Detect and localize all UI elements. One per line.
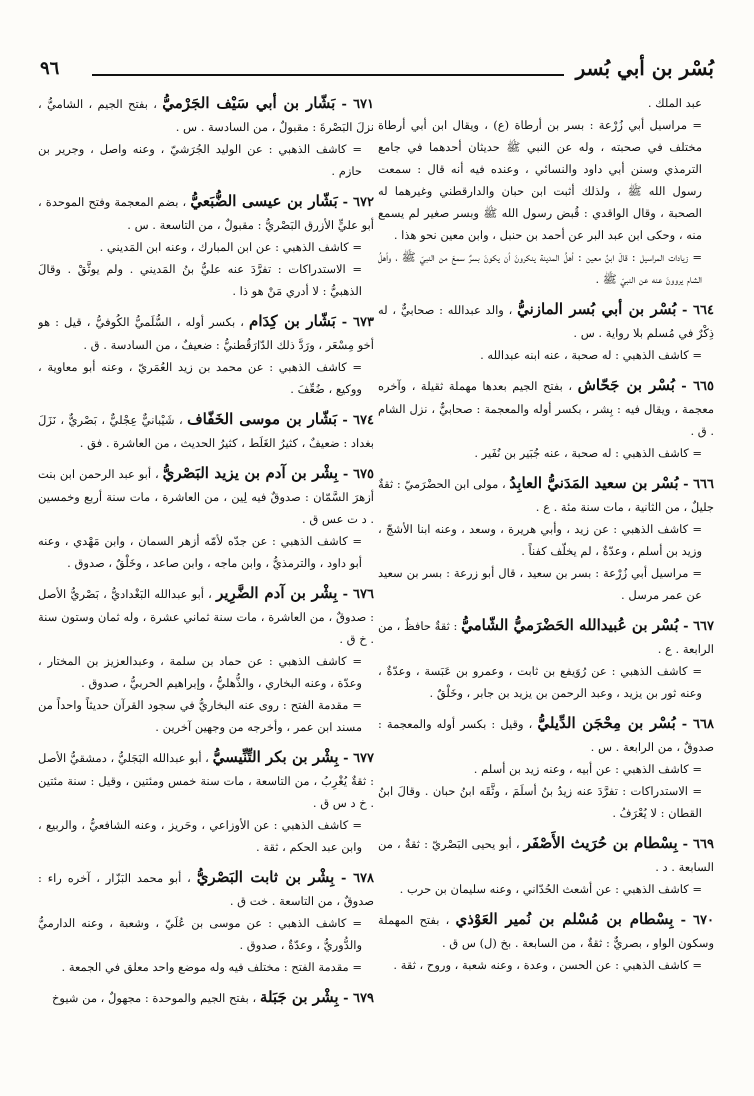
reference-note: = كاشف الذهبي : له صحبة ، عنه جُبَير بن نُفَير . [474, 446, 702, 460]
narrator-name: بُسْر بن عُبيدالله الحَضْرَميُّ الشّاميُّ [461, 616, 679, 634]
biography-entry [378, 908, 714, 954]
reference-note: = كاشف الذهبي : عن جدّه لأمّه أزهر السمان ، وابن مَهْدي ، وعنه أبو داود ، والترمذيُّ ، وابن ماجه ، وابن صاعد ، وخَلْقٌ ، صدوق . [38, 534, 362, 570]
entry-number: ٦٧٨ - [334, 871, 374, 886]
biography-entry [378, 712, 714, 758]
narrator-name: بُسْر بن سعيد المَدَنيُّ العابِدُ [509, 474, 679, 492]
entry-number: ٦٧٩ - [338, 991, 374, 1006]
right-column [378, 92, 714, 1082]
biography-entry [378, 472, 714, 518]
biography-entry [38, 582, 374, 650]
narrator-name: بَشّار بن كِدَام [249, 312, 336, 330]
narrator-name: بِشْر بن ثابت البَصْريُّ [196, 868, 335, 886]
reference-note: = كاشف الذهبي : عن زيد ، وأبي هريرة ، وسعد ، وعنه ابنا الأشجّ ، وزيد بن أسلم ، وعدّةٌ ، لم يخلّف كفناً . [378, 522, 702, 558]
reference-note: = الاستدراكات : تفرَّدَ عنه زيدُ بنُ أسلَمَ ، وثَّقَه ابنُ حبان . وقالَ ابنُ القطان : لا يُعْرَفُ . [378, 784, 702, 820]
narrator-name: بِشْر بن آدم الضَّرِير [216, 584, 338, 602]
biography-entry [38, 986, 374, 1010]
entry-number: ٦٦٧ - [678, 619, 714, 634]
narrator-name: بُسْر بن جَحّاش [577, 376, 675, 394]
entry-text: ، شَيْبانيٌّ عِجْليٌّ ، بَصْريٌّ ، نَزَلَ بغداد : ضعيفٌ ، كثيرُ الغَلَط ، كثيرُ الحديث ، من العاشرة . فق . [38, 413, 374, 450]
reference-note: = مقدمة الفتح : روى عنه البخاريُّ في سجود القرآن حديثاً واحداً من مسند ابن عمر ، وأخرجه من وجهين آخرين . [38, 698, 362, 734]
narrator-name: بِسْطام بن حُرَيث الأَصْفَر [523, 834, 678, 852]
entry-number: ٦٦٤ - [676, 303, 714, 318]
narrator-name: بِسْطام بن مُسْلم بن نُمير العَوْذي [455, 910, 674, 928]
running-header [40, 56, 714, 86]
reference-note: = زيادات المراسيل : قالَ ابنُ معين : أهلُ المدينة ينكرونَ أن يكونَ بسرٌ سمعَ من النبيّ ﷺ ، وأهلُ الشام يروونَ عنه عن النبيّ ﷺ . [378, 250, 702, 286]
narrator-name: بُسْر بن أبي بُسر المازنيُّ [517, 300, 677, 318]
entry-text: ، بفتح الجيم والموحدة : مجهولٌ ، من شيوخ [51, 991, 257, 1005]
biography-entry [38, 408, 374, 454]
entry-number: ٦٦٥ - [674, 379, 714, 394]
reference-note: = كاشف الذهبي : عن الوليد الجُرَشيّ ، وعنه واصل ، وجرير بن حازم . [38, 142, 362, 178]
entry-text: ، أبو عبدالله البَغْداديُّ ، بَصْريُّ الأصل : صدوقٌ ، من العاشرة ، مات سنة ثماني عشرة ، وله ثمان وستون سنة . خ ق . [38, 587, 374, 646]
entry-number: ٦٧٦ - [337, 587, 374, 602]
reference-note: = مراسيل أبي زُرْعة : بسر بن سعيد ، قال أبو زرعة : بسر بن سعيد عن عمر مرسل . [378, 566, 702, 602]
entry-text: ، أبو محمد البَزّار ، آخره راء : صدوقٌ ، من التاسعة . خت ق . [38, 871, 374, 908]
header-rule [92, 74, 564, 76]
reference-note: = كاشف الذهبي : عن الأوزاعي ، وحَريز ، وعنه الشافعيُّ ، والربيع ، وابن عبد الحكم ، ثقة . [38, 818, 362, 854]
narrator-name: بَشّار بن أبي سَيْف الجَرْميُّ [162, 94, 336, 112]
entry-number: ٦٧٣ - [335, 315, 374, 330]
entry-number: ٦٧٥ - [338, 467, 374, 482]
narrator-name: بِشْر بن بكر التِّنِّيسيُّ [212, 748, 339, 766]
page-number: ٩٦ [40, 58, 60, 79]
entry-text: ، مولى ابن الحضْرَميّ : ثقةٌ جليلٌ ، من الثانية ، مات سنة مئة . ع . [378, 477, 714, 514]
entry-number: ٦٧١ - [335, 97, 374, 112]
reference-note: = الاستدراكات : تفرَّدَ عنه عليُّ بنُ المَديني . ولم يوثَّقْ . وقالَ الذهبيُّ : لا أدري مَنْ هو ذا . [38, 262, 362, 298]
entry-text: ، بضم المعجمة وفتح الموحدة ، أبو عليٍّ الأزرق البَصْريُّ : مقبولٌ ، من التاسعة . س . [38, 195, 374, 232]
entry-number: ٦٦٦ - [678, 477, 714, 492]
entry-number: ٦٧٢ - [337, 195, 374, 210]
reference-note: = مقدمة الفتح : مختلف فيه وله موضع واحد معلق في الجمعة . [61, 960, 362, 974]
entry-text: ، والد عبدالله : صحابيٌّ ، له ذِكْرٌ في مُسلم بلا رواية . س . [378, 303, 714, 340]
entry-text: : ثقةٌ حافظٌ ، من الرابعة . ع . [378, 619, 714, 656]
biography-entry [38, 462, 374, 530]
header-title: بُسْر بن أبي بُسر [575, 56, 714, 80]
biography-entry [38, 866, 374, 912]
reference-note: = كاشف الذهبي : عن حماد بن سلمة ، وعبدالعزيز بن المختار ، وعدّة ، وعنه البخاري ، والذُّهليُّ ، وإبراهيم الحربيُّ ، صدوق . [38, 654, 362, 690]
narrator-name: بَشّار بن موسى الخَفّاف [187, 410, 338, 428]
reference-note: = مراسيل أبي زُرْعة : بسر بن أرطاة (ع) ، ويقال ابن أبي أرطاة مختلف في صحبته ، وله عن النبي ﷺ حديثان أحدهما في جامع الترمذي وسنن أبي داود والنسائي ، وعنده فيه أنه قال : سمعت رسول الله ﷺ ، ولذلك أثبت ابن حبان والدارقطني وغيرهما له الصحبة ، وقال الواقدي : قُبض رسول الله ﷺ وبسر صغير لم يسمع منه ، وحكى ابن عبد البر عن أحمد بن حنبل ، وابن معين نحو هذا . [378, 118, 702, 242]
reference-note: = كاشف الذهبي : عن أشعث الحُدّاني ، وعنه سليمان بن حرب . [399, 882, 702, 896]
entry-text: ، وقيل : بكسر أوله والمعجمة : صدوقٌ ، من الرابعة . س . [378, 717, 714, 754]
reference-note: = كاشف الذهبي : عن الحسن ، وعدة ، وعنه شعبة ، وروح ، ثقة . [393, 958, 702, 972]
narrator-name: بِشْر بن جَبَلة [259, 988, 339, 1006]
reference-note: = كاشف الذهبي : عن رُوَيفع بن ثابت ، وعمرو بن عَبَسة ، وعدّةٌ ، وعنه ثور بن يزيد ، وعبد الرحمن بن يزيد بن جابر ، وخَلْقٌ . [378, 664, 702, 700]
entry-text: ، أبو عبد الرحمن ابن بنت أزهرَ السَّمّان : صدوقٌ فيه لِين ، من العاشرة ، مات سنة أربع وخمسين . د ت عس ق . [38, 467, 374, 526]
entry-number: ٦٧٧ - [338, 751, 374, 766]
reference-note: = كاشف الذهبي : عن موسى بن عُلَيّ ، وشعبة ، وعنه الدارميُّ والدُّوريُّ ، وعدّةٌ ، صدوق . [38, 916, 362, 952]
entry-number: ٦٧٤ - [337, 413, 374, 428]
entry-number: ٦٧٠ - [673, 913, 714, 928]
reference-note: = كاشف الذهبي : عن محمد بن زيد العُمَريّ ، وعنه أبو معاوية ، ووكيع ، ضُعِّفَ . [38, 360, 362, 396]
continuation-text: عبد الملك . [647, 96, 702, 110]
entry-number: ٦٦٨ - [675, 717, 714, 732]
biography-entry [378, 614, 714, 660]
biography-entry [38, 92, 374, 138]
entry-number: ٦٦٩ - [677, 837, 714, 852]
biography-entry [378, 374, 714, 442]
entry-text: ، أبو عبدالله البَجَليُّ ، دمشقيُّ الأصل : ثقةٌ يُغْرِبُ ، من التاسعة ، مات سنة خمس ومئتين ، وقيل : سنة مئتين . خ د س ق . [38, 751, 374, 810]
biography-entry [38, 746, 374, 814]
entry-text: ، بفتح المهملة وسكون الواو ، بصريٌّ : ثقةٌ ، من السابعة . بخ (ل) س ق . [378, 913, 714, 950]
narrator-name: بَشّار بن عيسى الضُّبَعيُّ [190, 192, 338, 210]
biography-entry [38, 190, 374, 236]
biography-entry [378, 832, 714, 878]
entry-text: ، بفتح الجيم ، الشاميُّ ، نزلَ البَصْرةَ : مقبولٌ ، من السادسة . س . [38, 97, 374, 134]
entry-text: ، بكسر أوله ، السُّلَميُّ الكُوفيُّ ، قيل : هو أخو مِسْعَر ، ورَدَّ ذلك الدّارَقُطنيُّ : ضعيفٌ ، من السادسة . ق . [38, 315, 374, 352]
entry-text: ، أبو يحيى البَصْريّ : ثقةٌ ، من السابعة . د . [378, 837, 714, 874]
entry-text: ، بفتح الجيم بعدها مهملة ثقيلة ، وآخره معجمة ، ويقال فيه : بِشر ، بكسر أوله والمعجمة : صحابيٌّ ، نزل الشام . ق . [378, 379, 714, 438]
reference-note: = كاشف الذهبي : عن ابن المبارك ، وعنه ابن المَديني . [99, 240, 362, 254]
reference-note: = كاشف الذهبي : له صحبة ، عنه ابنه عبدالله . [480, 348, 702, 362]
biography-entry [378, 298, 714, 344]
left-column [38, 92, 374, 1082]
biography-entry [38, 310, 374, 356]
narrator-name: بُسْر بن مِحْجَن الدِّيليُّ [537, 714, 676, 732]
narrator-name: بِشْر بن آدم بن يزيد البَصْريُّ [162, 464, 339, 482]
reference-note: = كاشف الذهبي : عن أبيه ، وعنه زيد بن أسلم . [473, 762, 702, 776]
